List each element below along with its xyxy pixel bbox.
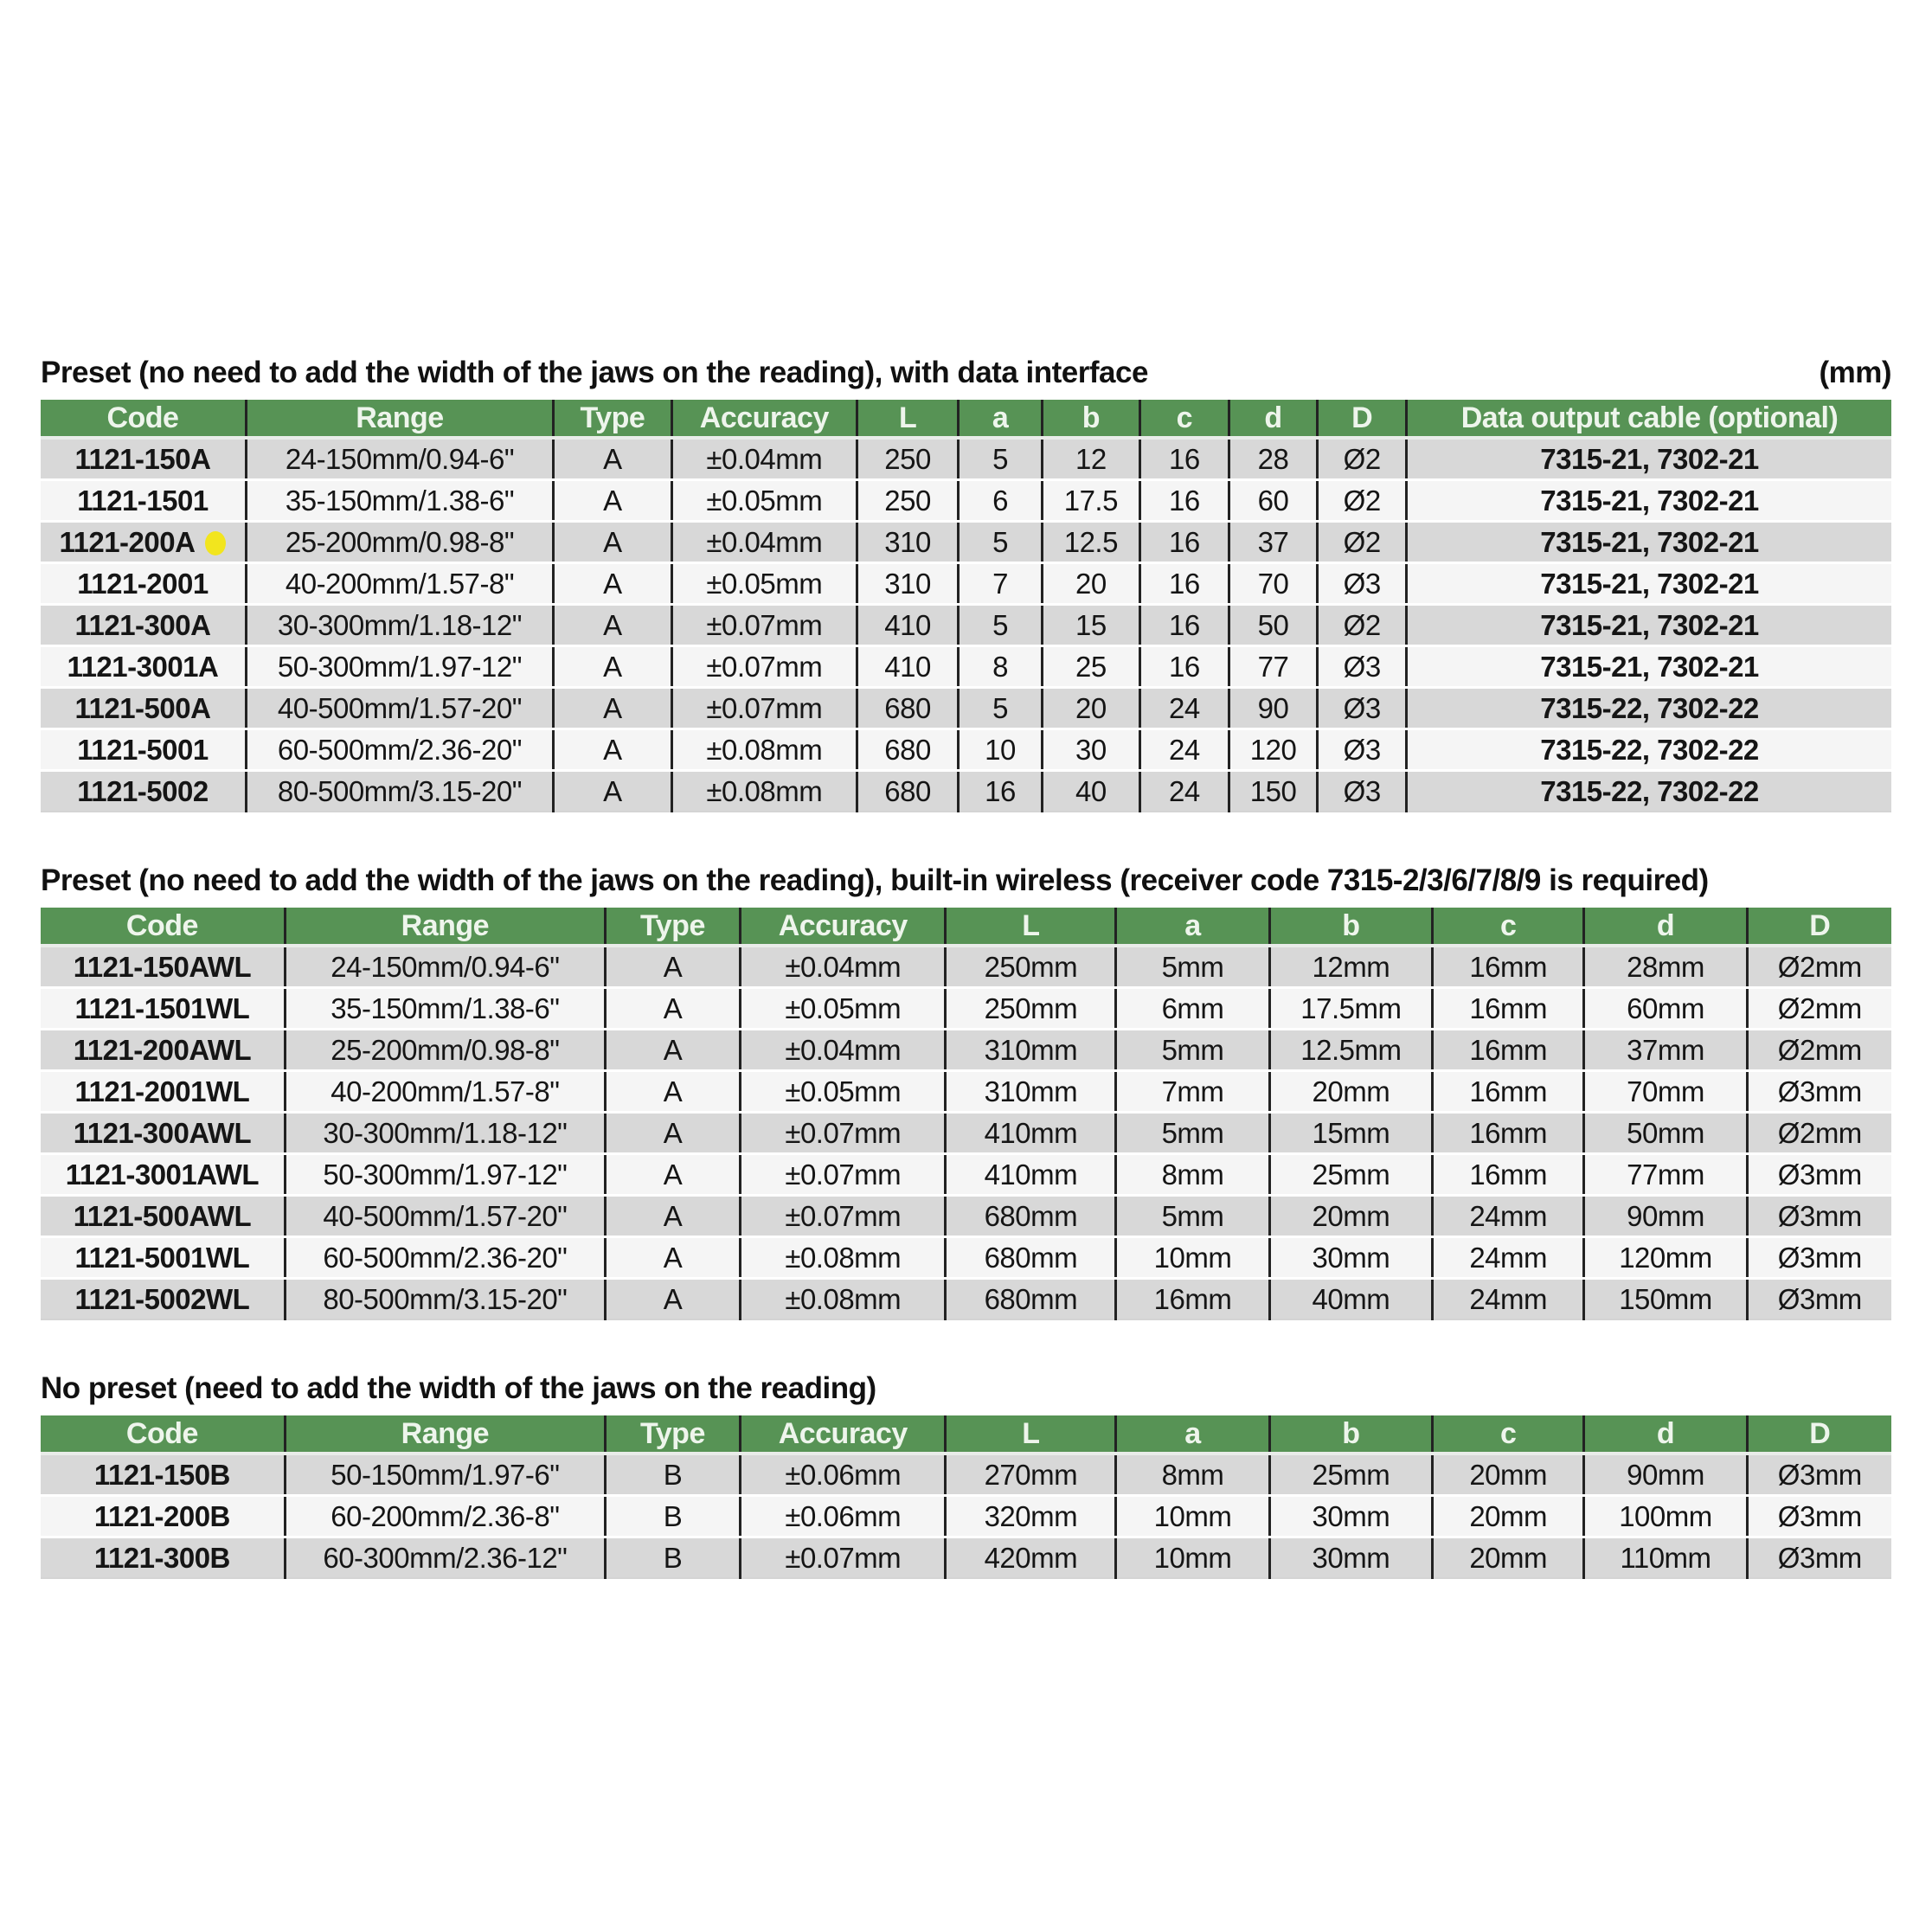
code-cell: 1121-1501 — [41, 480, 246, 522]
header-row — [41, 908, 1891, 946]
value-cell: 90mm — [1584, 1454, 1747, 1496]
value-cell: ±0.04mm — [671, 522, 857, 563]
value-cell: 60mm — [1584, 988, 1747, 1030]
value-cell: 5mm — [1116, 946, 1270, 988]
column-header: b — [1042, 400, 1139, 438]
column-header: b — [1269, 1415, 1432, 1454]
value-cell: 680mm — [946, 1279, 1116, 1320]
value-cell: 80-500mm/3.15-20" — [285, 1279, 605, 1320]
value-cell: ±0.05mm — [741, 988, 946, 1030]
value-cell: 410 — [857, 605, 959, 646]
code-cell: 1121-150B — [41, 1454, 285, 1496]
table-row — [41, 771, 1891, 812]
yellow-dot-icon — [205, 531, 226, 555]
value-cell: Ø2 — [1318, 605, 1407, 646]
code-cell: 1121-300A — [41, 605, 246, 646]
title-row — [41, 863, 1891, 899]
value-cell: 60-500mm/2.36-20" — [285, 1237, 605, 1279]
column-header: Type — [553, 400, 671, 438]
value-cell: 40mm — [1269, 1279, 1432, 1320]
value-cell: ±0.05mm — [741, 1071, 946, 1113]
column-header: D — [1747, 1415, 1891, 1454]
value-cell: Ø3mm — [1747, 1537, 1891, 1579]
column-header: c — [1432, 908, 1583, 946]
value-cell: 60-300mm/2.36-12" — [285, 1537, 605, 1579]
value-cell: 5 — [959, 438, 1042, 480]
column-header: d — [1584, 1415, 1747, 1454]
value-cell: 7315-22, 7302-22 — [1407, 688, 1891, 729]
value-cell: 50-300mm/1.97-12" — [285, 1154, 605, 1196]
column-header: L — [857, 400, 959, 438]
unit-label: (mm) — [1819, 356, 1891, 389]
value-cell: 250 — [857, 480, 959, 522]
value-cell: ±0.06mm — [741, 1496, 946, 1537]
spec-table-data-interface — [41, 400, 1891, 812]
value-cell: 16mm — [1432, 1113, 1583, 1154]
value-cell: Ø3 — [1318, 688, 1407, 729]
value-cell: ±0.05mm — [671, 563, 857, 605]
value-cell: 24 — [1140, 729, 1229, 771]
value-cell: A — [605, 1196, 740, 1237]
value-cell: A — [605, 1154, 740, 1196]
value-cell: 15 — [1042, 605, 1139, 646]
value-cell: 24-150mm/0.94-6" — [285, 946, 605, 988]
value-cell: ±0.08mm — [741, 1279, 946, 1320]
table-row — [41, 1030, 1891, 1071]
value-cell: 28 — [1229, 438, 1318, 480]
value-cell: Ø2mm — [1747, 946, 1891, 988]
value-cell: 16mm — [1432, 1071, 1583, 1113]
value-cell: A — [553, 605, 671, 646]
column-header: c — [1432, 1415, 1583, 1454]
value-cell: 60-200mm/2.36-8" — [285, 1496, 605, 1537]
code-cell: 1121-5002WL — [41, 1279, 285, 1320]
spec-table-wireless — [41, 908, 1891, 1320]
value-cell: 150 — [1229, 771, 1318, 812]
value-cell: 30mm — [1269, 1237, 1432, 1279]
value-cell: 16 — [1140, 605, 1229, 646]
column-header: a — [959, 400, 1042, 438]
value-cell: ±0.07mm — [741, 1196, 946, 1237]
column-header: Accuracy — [741, 908, 946, 946]
column-header: Range — [285, 1415, 605, 1454]
header-row — [41, 1415, 1891, 1454]
table-row — [41, 1071, 1891, 1113]
value-cell: 420mm — [946, 1537, 1116, 1579]
section-data-interface — [41, 0, 1891, 812]
value-cell: 50 — [1229, 605, 1318, 646]
value-cell: 50-300mm/1.97-12" — [246, 646, 553, 688]
table-row — [41, 1279, 1891, 1320]
value-cell: A — [553, 563, 671, 605]
code-cell: 1121-5001 — [41, 729, 246, 771]
value-cell: 7315-21, 7302-21 — [1407, 605, 1891, 646]
value-cell: ±0.04mm — [741, 1030, 946, 1071]
value-cell: 17.5 — [1042, 480, 1139, 522]
table-row — [41, 522, 1891, 563]
value-cell: Ø3 — [1318, 729, 1407, 771]
value-cell: A — [605, 1279, 740, 1320]
value-cell: 16mm — [1432, 946, 1583, 988]
column-header: a — [1116, 908, 1270, 946]
value-cell: Ø3 — [1318, 563, 1407, 605]
table-row — [41, 1237, 1891, 1279]
code-cell: 1121-300AWL — [41, 1113, 285, 1154]
value-cell: 50-150mm/1.97-6" — [285, 1454, 605, 1496]
value-cell: 250mm — [946, 988, 1116, 1030]
value-cell: 100mm — [1584, 1496, 1747, 1537]
value-cell: 7315-22, 7302-22 — [1407, 771, 1891, 812]
value-cell: ±0.08mm — [671, 729, 857, 771]
value-cell: 37mm — [1584, 1030, 1747, 1071]
value-cell: A — [605, 988, 740, 1030]
value-cell: 120 — [1229, 729, 1318, 771]
value-cell: 410mm — [946, 1113, 1116, 1154]
table-row — [41, 1113, 1891, 1154]
column-header: Code — [41, 400, 246, 438]
column-header: D — [1318, 400, 1407, 438]
value-cell: 310mm — [946, 1030, 1116, 1071]
value-cell: 20mm — [1432, 1496, 1583, 1537]
column-header: d — [1584, 908, 1747, 946]
value-cell: 12.5 — [1042, 522, 1139, 563]
code-cell: 1121-5002 — [41, 771, 246, 812]
value-cell: 10mm — [1116, 1496, 1270, 1537]
value-cell: 20 — [1042, 688, 1139, 729]
table-row — [41, 1537, 1891, 1579]
value-cell: 20 — [1042, 563, 1139, 605]
title-row — [41, 355, 1891, 391]
value-cell: 70mm — [1584, 1071, 1747, 1113]
value-cell: Ø2 — [1318, 480, 1407, 522]
value-cell: 120mm — [1584, 1237, 1747, 1279]
value-cell: 20mm — [1432, 1454, 1583, 1496]
value-cell: Ø3mm — [1747, 1154, 1891, 1196]
column-header: D — [1747, 908, 1891, 946]
value-cell: 5mm — [1116, 1030, 1270, 1071]
value-cell: 40 — [1042, 771, 1139, 812]
value-cell: 77 — [1229, 646, 1318, 688]
value-cell: 12mm — [1269, 946, 1432, 988]
value-cell: 30 — [1042, 729, 1139, 771]
value-cell: Ø3mm — [1747, 1196, 1891, 1237]
section-no-preset — [41, 1370, 1891, 1579]
value-cell: 35-150mm/1.38-6" — [246, 480, 553, 522]
value-cell: 60-500mm/2.36-20" — [246, 729, 553, 771]
title-row — [41, 1370, 1891, 1407]
value-cell: 24 — [1140, 771, 1229, 812]
value-cell: 37 — [1229, 522, 1318, 563]
value-cell: 30-300mm/1.18-12" — [246, 605, 553, 646]
value-cell: 310 — [857, 522, 959, 563]
section-title: No preset (need to add the width of the jaws on the reading) — [41, 1371, 876, 1405]
value-cell: B — [605, 1537, 740, 1579]
page-content — [41, 0, 1891, 1579]
value-cell: A — [553, 729, 671, 771]
column-header: Accuracy — [671, 400, 857, 438]
value-cell: 24mm — [1432, 1196, 1583, 1237]
value-cell: Ø2 — [1318, 438, 1407, 480]
value-cell: Ø3mm — [1747, 1071, 1891, 1113]
value-cell: 680mm — [946, 1196, 1116, 1237]
value-cell: 40-500mm/1.57-20" — [246, 688, 553, 729]
value-cell: A — [605, 1030, 740, 1071]
column-header: c — [1140, 400, 1229, 438]
column-header: Range — [285, 908, 605, 946]
value-cell: 16mm — [1432, 988, 1583, 1030]
table-row — [41, 480, 1891, 522]
value-cell: Ø3 — [1318, 771, 1407, 812]
value-cell: 5 — [959, 688, 1042, 729]
value-cell: Ø3mm — [1747, 1237, 1891, 1279]
value-cell: A — [553, 438, 671, 480]
value-cell: ±0.07mm — [671, 688, 857, 729]
table-row — [41, 1196, 1891, 1237]
code-cell: 1121-200AWL — [41, 1030, 285, 1071]
value-cell: 80-500mm/3.15-20" — [246, 771, 553, 812]
code-cell: 1121-3001A — [41, 646, 246, 688]
value-cell: 30mm — [1269, 1537, 1432, 1579]
section-title: Preset (no need to add the width of the jaws on the reading), built-in wireless (receiver code 7315-2/3/6/7/8/9 is required) — [41, 863, 1709, 897]
header-row — [41, 400, 1891, 438]
value-cell: 10 — [959, 729, 1042, 771]
value-cell: 12.5mm — [1269, 1030, 1432, 1071]
value-cell: 680 — [857, 729, 959, 771]
section-wireless — [41, 863, 1891, 1320]
code-cell: 1121-2001 — [41, 563, 246, 605]
value-cell: 16 — [1140, 522, 1229, 563]
value-cell: 16 — [1140, 438, 1229, 480]
value-cell: Ø3mm — [1747, 1454, 1891, 1496]
value-cell: ±0.06mm — [741, 1454, 946, 1496]
value-cell: ±0.07mm — [671, 605, 857, 646]
column-header: a — [1116, 1415, 1270, 1454]
value-cell: 7315-21, 7302-21 — [1407, 522, 1891, 563]
value-cell: 5mm — [1116, 1196, 1270, 1237]
value-cell: 320mm — [946, 1496, 1116, 1537]
column-header: Range — [246, 400, 553, 438]
code-cell: 1121-5001WL — [41, 1237, 285, 1279]
value-cell: ±0.05mm — [671, 480, 857, 522]
code-cell: 1121-200B — [41, 1496, 285, 1537]
value-cell: 110mm — [1584, 1537, 1747, 1579]
value-cell: 7315-21, 7302-21 — [1407, 480, 1891, 522]
value-cell: 8 — [959, 646, 1042, 688]
value-cell: 7315-21, 7302-21 — [1407, 438, 1891, 480]
column-header: Accuracy — [741, 1415, 946, 1454]
column-header: L — [946, 908, 1116, 946]
code-cell: 1121-150A — [41, 438, 246, 480]
value-cell: 8mm — [1116, 1454, 1270, 1496]
value-cell: 24mm — [1432, 1237, 1583, 1279]
value-cell: 150mm — [1584, 1279, 1747, 1320]
value-cell: 680 — [857, 771, 959, 812]
value-cell: 8mm — [1116, 1154, 1270, 1196]
table-row — [41, 1496, 1891, 1537]
value-cell: 310mm — [946, 1071, 1116, 1113]
value-cell: 5mm — [1116, 1113, 1270, 1154]
value-cell: 310 — [857, 563, 959, 605]
value-cell: 16mm — [1116, 1279, 1270, 1320]
value-cell: ±0.04mm — [671, 438, 857, 480]
value-cell: 12 — [1042, 438, 1139, 480]
code-cell: 1121-500AWL — [41, 1196, 285, 1237]
value-cell: 7mm — [1116, 1071, 1270, 1113]
value-cell: 20mm — [1269, 1071, 1432, 1113]
value-cell: A — [553, 480, 671, 522]
value-cell: Ø3 — [1318, 646, 1407, 688]
value-cell: 10mm — [1116, 1537, 1270, 1579]
code-cell: 1121-150AWL — [41, 946, 285, 988]
value-cell: A — [553, 522, 671, 563]
table-row — [41, 438, 1891, 480]
table-row — [41, 946, 1891, 988]
value-cell: 25mm — [1269, 1154, 1432, 1196]
value-cell: A — [605, 1237, 740, 1279]
value-cell: Ø2mm — [1747, 1113, 1891, 1154]
value-cell: 15mm — [1269, 1113, 1432, 1154]
table-row — [41, 729, 1891, 771]
value-cell: 16mm — [1432, 1030, 1583, 1071]
table-row — [41, 1154, 1891, 1196]
value-cell: 410mm — [946, 1154, 1116, 1196]
value-cell: 5 — [959, 522, 1042, 563]
code-cell: 1121-1501WL — [41, 988, 285, 1030]
value-cell: 24-150mm/0.94-6" — [246, 438, 553, 480]
value-cell: 40-500mm/1.57-20" — [285, 1196, 605, 1237]
value-cell: 40-200mm/1.57-8" — [246, 563, 553, 605]
value-cell: 35-150mm/1.38-6" — [285, 988, 605, 1030]
code-cell: 1121-200A — [41, 522, 246, 563]
value-cell: Ø3mm — [1747, 1496, 1891, 1537]
value-cell: 410 — [857, 646, 959, 688]
value-cell: 7315-21, 7302-21 — [1407, 563, 1891, 605]
column-header: d — [1229, 400, 1318, 438]
table-row — [41, 563, 1891, 605]
value-cell: 90 — [1229, 688, 1318, 729]
column-header: Data output cable (optional) — [1407, 400, 1891, 438]
value-cell: 16 — [1140, 646, 1229, 688]
value-cell: 5 — [959, 605, 1042, 646]
value-cell: A — [605, 1113, 740, 1154]
code-cell: 1121-3001AWL — [41, 1154, 285, 1196]
code-cell: 1121-500A — [41, 688, 246, 729]
column-header: b — [1269, 908, 1432, 946]
value-cell: ±0.04mm — [741, 946, 946, 988]
value-cell: ±0.07mm — [671, 646, 857, 688]
value-cell: ±0.08mm — [741, 1237, 946, 1279]
spec-table-no-preset — [41, 1415, 1891, 1579]
table-row — [41, 688, 1891, 729]
value-cell: Ø2 — [1318, 522, 1407, 563]
value-cell: 24mm — [1432, 1279, 1583, 1320]
value-cell: 25 — [1042, 646, 1139, 688]
value-cell: Ø2mm — [1747, 1030, 1891, 1071]
column-header: Type — [605, 908, 740, 946]
value-cell: ±0.08mm — [671, 771, 857, 812]
column-header: Code — [41, 1415, 285, 1454]
value-cell: 17.5mm — [1269, 988, 1432, 1030]
code-cell: 1121-2001WL — [41, 1071, 285, 1113]
value-cell: A — [553, 646, 671, 688]
value-cell: ±0.07mm — [741, 1154, 946, 1196]
value-cell: B — [605, 1496, 740, 1537]
value-cell: 30-300mm/1.18-12" — [285, 1113, 605, 1154]
section-title: Preset (no need to add the width of the jaws on the reading), with data interface — [41, 356, 1148, 389]
column-header: Type — [605, 1415, 740, 1454]
value-cell: 16 — [1140, 480, 1229, 522]
value-cell: ±0.07mm — [741, 1537, 946, 1579]
value-cell: 250 — [857, 438, 959, 480]
code-cell: 1121-300B — [41, 1537, 285, 1579]
value-cell: 7315-22, 7302-22 — [1407, 729, 1891, 771]
value-cell: 25-200mm/0.98-8" — [246, 522, 553, 563]
value-cell: 28mm — [1584, 946, 1747, 988]
value-cell: 50mm — [1584, 1113, 1747, 1154]
value-cell: 25-200mm/0.98-8" — [285, 1030, 605, 1071]
value-cell: 30mm — [1269, 1496, 1432, 1537]
value-cell: A — [605, 946, 740, 988]
value-cell: 70 — [1229, 563, 1318, 605]
value-cell: 40-200mm/1.57-8" — [285, 1071, 605, 1113]
value-cell: 6 — [959, 480, 1042, 522]
value-cell: 25mm — [1269, 1454, 1432, 1496]
value-cell: 24 — [1140, 688, 1229, 729]
value-cell: 16 — [1140, 563, 1229, 605]
table-row — [41, 605, 1891, 646]
value-cell: 16 — [959, 771, 1042, 812]
value-cell: 680 — [857, 688, 959, 729]
value-cell: 680mm — [946, 1237, 1116, 1279]
value-cell: A — [605, 1071, 740, 1113]
value-cell: 77mm — [1584, 1154, 1747, 1196]
value-cell: Ø3mm — [1747, 1279, 1891, 1320]
value-cell: Ø2mm — [1747, 988, 1891, 1030]
value-cell: 16mm — [1432, 1154, 1583, 1196]
table-row — [41, 646, 1891, 688]
value-cell: 7 — [959, 563, 1042, 605]
value-cell: 250mm — [946, 946, 1116, 988]
value-cell: ±0.07mm — [741, 1113, 946, 1154]
table-row — [41, 988, 1891, 1030]
column-header: Code — [41, 908, 285, 946]
value-cell: 90mm — [1584, 1196, 1747, 1237]
value-cell: 20mm — [1432, 1537, 1583, 1579]
value-cell: 60 — [1229, 480, 1318, 522]
value-cell: 20mm — [1269, 1196, 1432, 1237]
value-cell: A — [553, 688, 671, 729]
value-cell: 270mm — [946, 1454, 1116, 1496]
column-header: L — [946, 1415, 1116, 1454]
table-row — [41, 1454, 1891, 1496]
value-cell: 10mm — [1116, 1237, 1270, 1279]
value-cell: A — [553, 771, 671, 812]
value-cell: 6mm — [1116, 988, 1270, 1030]
value-cell: 7315-21, 7302-21 — [1407, 646, 1891, 688]
value-cell: B — [605, 1454, 740, 1496]
